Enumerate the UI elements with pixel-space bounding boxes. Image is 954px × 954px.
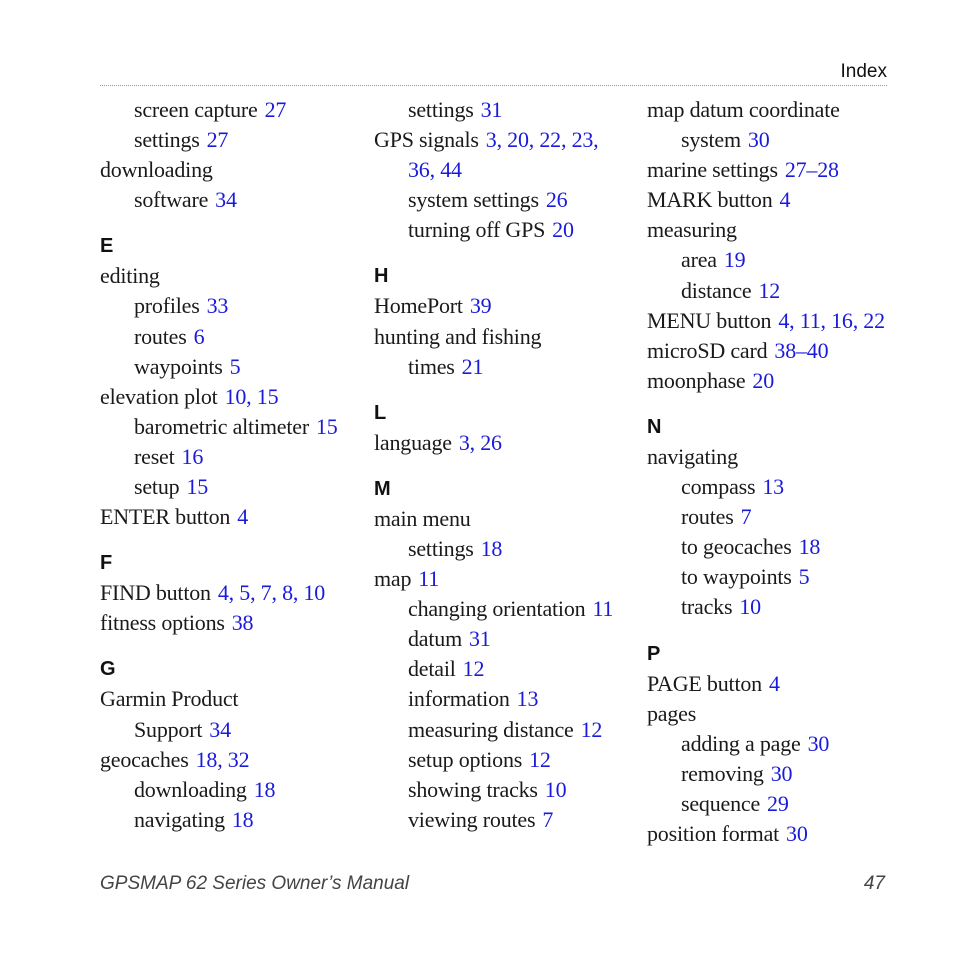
index-subentry xyxy=(374,155,639,185)
page-reference-link[interactable]: 20 xyxy=(752,367,775,393)
index-term: Support xyxy=(134,716,203,742)
index-entry xyxy=(647,185,912,215)
index-term: setup options xyxy=(408,746,523,772)
index-subentry xyxy=(100,805,365,835)
index-term: times xyxy=(408,353,455,379)
index-subentry xyxy=(647,532,912,562)
page-reference-link[interactable]: 12 xyxy=(758,277,781,303)
index-subentry xyxy=(374,775,639,805)
page-reference-link[interactable]: 20 xyxy=(552,217,574,243)
page-reference-link[interactable]: 31 xyxy=(480,97,503,122)
index-term: removing xyxy=(681,760,764,786)
page-reference-link[interactable]: 18, 32 xyxy=(195,746,250,772)
index-entry xyxy=(374,125,639,155)
page-reference-link[interactable]: 18 xyxy=(798,534,821,560)
index-term: FIND button xyxy=(100,580,211,606)
index-subentry xyxy=(647,502,912,532)
index-term: software xyxy=(134,187,209,213)
index-subentry xyxy=(374,654,639,684)
index-term: language xyxy=(374,429,452,455)
index-subentry xyxy=(100,291,365,321)
index-term: moonphase xyxy=(647,367,746,393)
index-entry xyxy=(374,504,639,534)
index-subentry xyxy=(647,472,912,502)
section-letter-h: H xyxy=(374,265,389,288)
index-entry xyxy=(100,382,365,412)
page-reference-link[interactable]: 4, 5, 7, 8, 10 xyxy=(217,580,326,606)
section-letter-p: P xyxy=(647,642,661,665)
page-reference-link[interactable]: 27 xyxy=(206,127,229,153)
index-term: downloading xyxy=(100,157,213,183)
index-subentry xyxy=(374,352,639,382)
page-reference-link[interactable]: 5 xyxy=(798,564,810,590)
section-letter-g: G xyxy=(100,658,116,681)
index-subentry xyxy=(647,562,912,592)
index-entry xyxy=(647,306,912,336)
index-term: microSD card xyxy=(647,337,768,363)
page-reference-link[interactable]: 34 xyxy=(209,716,231,742)
index-term: showing tracks xyxy=(408,776,538,802)
index-term: changing orientation xyxy=(408,596,586,622)
section-letter-l: L xyxy=(374,401,387,424)
section-header: Index xyxy=(840,61,887,82)
page-reference-link[interactable]: 30 xyxy=(747,127,770,153)
index-subentry xyxy=(100,125,365,155)
index-term: distance xyxy=(681,277,752,303)
page-reference-link[interactable]: 10 xyxy=(544,776,567,802)
index-subentry xyxy=(647,245,912,275)
index-term: MARK button xyxy=(647,187,773,213)
index-term: measuring xyxy=(647,217,737,243)
page-reference-link[interactable]: 18 xyxy=(253,776,276,802)
index-term: adding a page xyxy=(681,730,801,756)
page-reference-link[interactable]: 7 xyxy=(542,806,554,832)
index-term: compass xyxy=(681,474,756,500)
index-entry xyxy=(374,291,639,321)
index-term: navigating xyxy=(134,806,225,832)
index-term: hunting and fishing xyxy=(374,323,542,349)
index-entry xyxy=(647,699,912,729)
index-column-3 xyxy=(647,95,912,849)
page-reference-link[interactable]: 5 xyxy=(229,353,241,379)
index-subentry xyxy=(647,276,912,306)
page-reference-link[interactable]: 4 xyxy=(237,504,249,530)
page-reference-link[interactable]: 34 xyxy=(215,187,237,213)
index-entry xyxy=(647,155,912,185)
index-subentry xyxy=(647,759,912,789)
index-term: viewing routes xyxy=(408,806,536,832)
page-reference-link[interactable]: 4 xyxy=(779,187,791,213)
index-term: marine settings xyxy=(647,157,778,183)
page-reference-link[interactable]: 15 xyxy=(186,474,209,500)
page-reference-link[interactable]: 6 xyxy=(193,323,205,349)
index-entry xyxy=(647,336,912,366)
index-subentry xyxy=(374,684,639,714)
page-reference-link[interactable]: 12 xyxy=(529,746,551,772)
index-term: GPS signals xyxy=(374,127,479,153)
section-letter-n: N xyxy=(647,415,662,438)
index-entry xyxy=(647,819,912,849)
index-entry xyxy=(647,442,912,472)
index-term: screen capture xyxy=(134,97,258,122)
page-reference-link[interactable]: 39 xyxy=(469,293,492,319)
page-reference-link[interactable]: 38 xyxy=(231,610,254,636)
index-subentry xyxy=(100,95,365,125)
page-reference-link[interactable]: 13 xyxy=(516,686,539,712)
index-term: to geocaches xyxy=(681,534,792,560)
page-reference-link[interactable]: 26 xyxy=(545,187,568,213)
index-term: settings xyxy=(408,97,474,122)
index-subentry xyxy=(100,412,365,442)
index-term: sequence xyxy=(681,790,761,816)
page-reference-link[interactable]: 19 xyxy=(723,247,746,273)
index-term: routes xyxy=(134,323,187,349)
section-letter-m: M xyxy=(374,477,391,500)
page-reference-link[interactable]: 36, 44 xyxy=(408,157,462,183)
index-term: information xyxy=(408,686,510,712)
index-subentry xyxy=(374,624,639,654)
index-entry xyxy=(374,564,639,594)
index-term: ENTER button xyxy=(100,504,231,530)
index-entry xyxy=(374,322,639,352)
index-subentry xyxy=(647,729,912,759)
index-entry xyxy=(647,95,912,125)
page-reference-link[interactable]: 15 xyxy=(315,413,338,439)
page-reference-link[interactable]: 3, 20, 22, 23, xyxy=(485,127,599,153)
index-term: system settings xyxy=(408,187,539,213)
index-column-1 xyxy=(100,95,365,835)
index-entry xyxy=(100,608,365,638)
index-term: settings xyxy=(134,127,200,153)
page-reference-link[interactable]: 10 xyxy=(739,594,761,620)
index-term: MENU button xyxy=(647,307,772,333)
index-term: HomePort xyxy=(374,293,463,319)
page-reference-link[interactable]: 12 xyxy=(462,656,485,682)
index-subentry xyxy=(100,775,365,805)
page-reference-link[interactable]: 27 xyxy=(264,97,287,122)
index-term: map datum coordinate xyxy=(647,97,840,122)
index-column-2 xyxy=(374,95,639,835)
index-subentry xyxy=(647,789,912,819)
index-subentry xyxy=(100,322,365,352)
index-term: geocaches xyxy=(100,746,189,772)
index-term: pages xyxy=(647,700,697,726)
index-term: area xyxy=(681,247,717,273)
page-reference-link[interactable]: 27–28 xyxy=(784,157,839,183)
index-entry xyxy=(100,155,365,185)
page-reference-link[interactable]: 38–40 xyxy=(774,337,829,363)
page-reference-link[interactable]: 4 xyxy=(768,670,780,696)
index-term: Garmin Product xyxy=(100,686,239,712)
index-term: setup xyxy=(134,474,180,500)
index-subentry xyxy=(100,352,365,382)
index-term: position format xyxy=(647,820,780,846)
index-term: tracks xyxy=(681,594,733,620)
index-term: routes xyxy=(681,504,734,530)
index-term: measuring distance xyxy=(408,716,574,742)
index-entry xyxy=(100,684,365,714)
index-term: to waypoints xyxy=(681,564,792,590)
page-reference-link[interactable]: 11 xyxy=(592,596,614,622)
page-reference-link[interactable]: 31 xyxy=(469,626,491,652)
index-term: elevation plot xyxy=(100,383,218,409)
index-term: turning off GPS xyxy=(408,217,546,243)
index-subentry xyxy=(374,805,639,835)
index-subentry xyxy=(100,472,365,502)
index-entry xyxy=(647,215,912,245)
index-term: downloading xyxy=(134,776,247,802)
page-reference-link[interactable]: 21 xyxy=(461,353,484,379)
index-term: detail xyxy=(408,656,456,682)
manual-title: GPSMAP 62 Series Owner’s Manual xyxy=(100,873,410,894)
index-entry xyxy=(647,669,912,699)
index-term: barometric altimeter xyxy=(134,413,309,439)
index-entry xyxy=(374,428,639,458)
page-reference-link[interactable]: 30 xyxy=(770,760,793,786)
index-term: navigating xyxy=(647,443,738,469)
index-subentry xyxy=(374,185,639,215)
page-reference-link[interactable]: 11 xyxy=(418,566,440,592)
index-term: map xyxy=(374,566,412,592)
index-subentry xyxy=(100,185,365,215)
page-reference-link[interactable]: 33 xyxy=(206,293,229,319)
index-entry xyxy=(100,502,365,532)
page-reference-link[interactable]: 3, 26 xyxy=(458,429,502,455)
index-entry xyxy=(100,745,365,775)
page-reference-link[interactable]: 30 xyxy=(807,730,830,756)
section-letter-f: F xyxy=(100,552,113,575)
index-subentry xyxy=(374,594,639,624)
index-entry xyxy=(647,366,912,396)
index-subentry xyxy=(374,534,639,564)
page-reference-link[interactable]: 12 xyxy=(580,716,603,742)
index-entry xyxy=(100,261,365,291)
index-term: PAGE button xyxy=(647,670,762,696)
page-reference-link[interactable]: 29 xyxy=(767,790,789,816)
index-term: fitness options xyxy=(100,610,225,636)
page-number: 47 xyxy=(863,873,885,894)
page-reference-link[interactable]: 4, 11, 16, 22 xyxy=(778,307,885,333)
index-subentry xyxy=(374,745,639,775)
index-subentry xyxy=(647,592,912,622)
index-subentry xyxy=(374,95,639,125)
index-term: waypoints xyxy=(134,353,223,379)
index-term: settings xyxy=(408,535,474,561)
index-term: reset xyxy=(134,443,175,469)
index-entry xyxy=(100,578,365,608)
section-letter-e: E xyxy=(100,235,114,258)
index-term: system xyxy=(681,127,741,153)
page-reference-link[interactable]: 16 xyxy=(181,443,204,469)
page-reference-link[interactable]: 13 xyxy=(762,474,784,500)
header-divider xyxy=(100,85,887,86)
index-term: datum xyxy=(408,626,462,652)
index-term: editing xyxy=(100,263,160,289)
index-subentry xyxy=(374,215,639,245)
page-reference-link[interactable]: 10, 15 xyxy=(224,383,279,409)
page-reference-link[interactable]: 7 xyxy=(740,504,752,530)
index-term: main menu xyxy=(374,505,471,531)
index-subentry xyxy=(100,715,365,745)
page-reference-link[interactable]: 30 xyxy=(786,820,808,846)
page-reference-link[interactable]: 18 xyxy=(480,535,503,561)
index-subentry xyxy=(100,442,365,472)
index-subentry xyxy=(647,125,912,155)
index-term: profiles xyxy=(134,293,200,319)
page-reference-link[interactable]: 18 xyxy=(231,806,254,832)
index-subentry xyxy=(374,715,639,745)
